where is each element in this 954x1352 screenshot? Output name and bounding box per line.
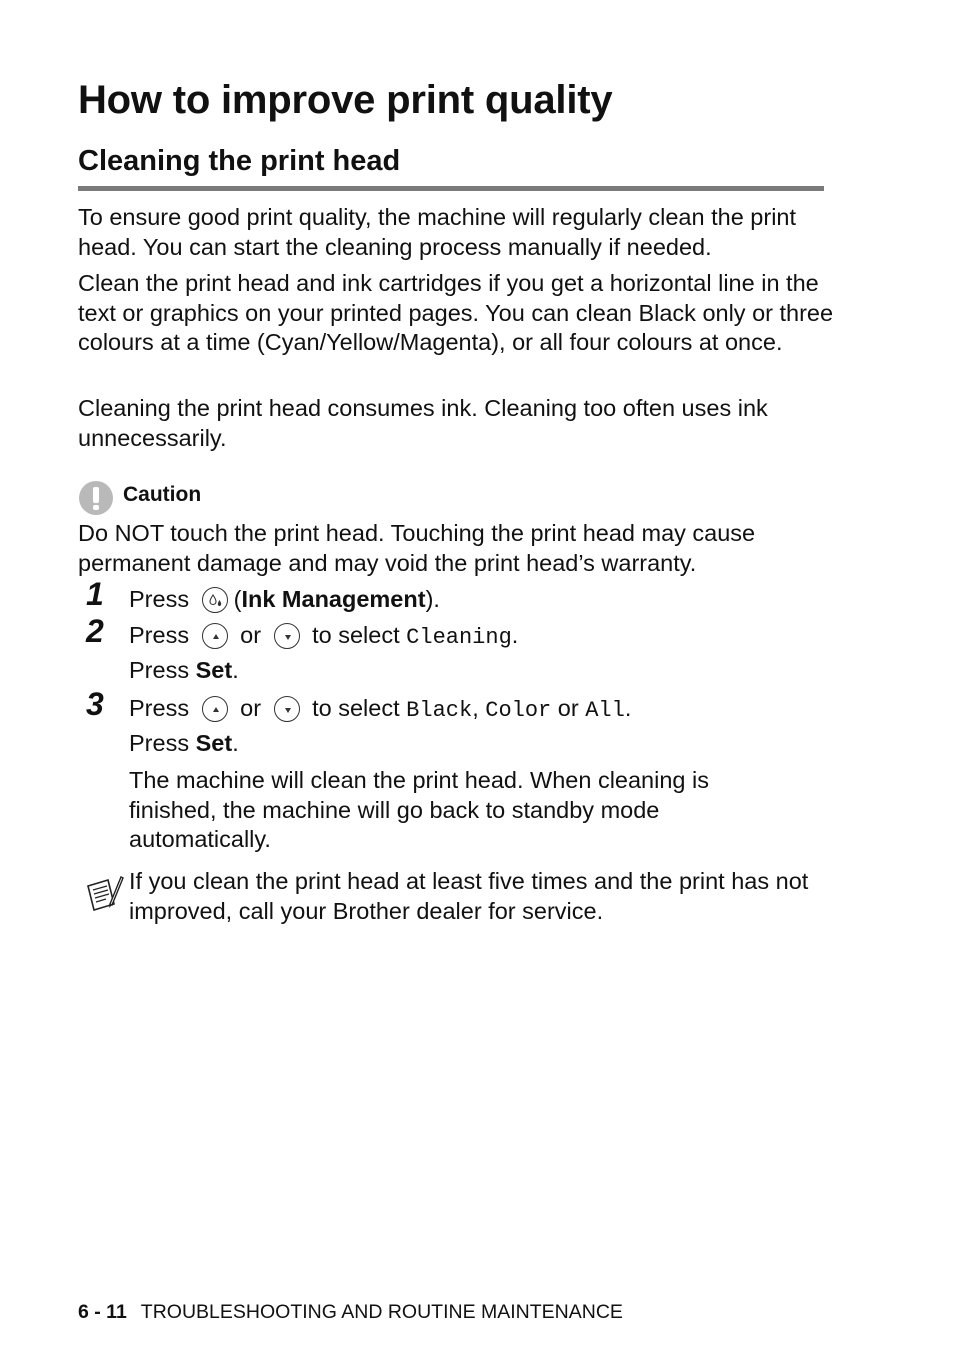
step-2-press-set: [129, 656, 239, 686]
period: .: [624, 695, 632, 721]
press-text: Press: [129, 730, 190, 756]
section-divider: [78, 186, 824, 191]
period: .: [232, 657, 239, 683]
step-3-line: [129, 694, 631, 726]
comma: ,: [472, 695, 479, 721]
down-arrow-key-icon: [274, 696, 300, 722]
note-text: If you clean the print head at least five times and the print has not improved, call your Brother dealer for service.: [129, 868, 809, 924]
step-3-result: The machine will clean the print head. When cleaning is finished, the machine will go back to standby mode automatically.: [129, 767, 709, 852]
caution-label: Caution: [123, 483, 202, 506]
to-select-text: to select: [312, 622, 400, 648]
caution-icon: [79, 481, 113, 515]
or-text: or: [240, 622, 262, 648]
menu-option-cleaning: Cleaning: [406, 625, 512, 650]
ink-management-key-icon: [202, 587, 228, 613]
set-key-label: Set: [195, 657, 233, 683]
menu-option-black: Black: [406, 698, 473, 723]
step-2-line: [129, 621, 518, 653]
page-footer: [78, 1301, 623, 1324]
step-number-1: 1: [86, 576, 104, 612]
paren-close: ).: [425, 586, 440, 612]
section-heading: Cleaning the print head: [78, 145, 401, 177]
paren-open: (: [233, 586, 242, 612]
ink-paragraph: Cleaning the print head consumes ink. Cleaning too often uses ink unnecessarily.: [78, 395, 768, 451]
note-pencil-icon: [84, 874, 124, 914]
step-number-2: 2: [86, 613, 104, 649]
step-1-line: [129, 585, 440, 615]
set-key-label: Set: [195, 730, 233, 756]
press-text: Press: [129, 695, 190, 721]
to-select-text: to select: [312, 695, 400, 721]
ink-management-label: Ink Management: [241, 586, 426, 612]
clean-paragraph: Clean the print head and ink cartridges if you get a horizontal line in the text or graphics on your printed pages. You can clean Black only or three colours at a time (Cyan/Yellow/Magenta), or all four colours at once.: [78, 270, 834, 355]
menu-option-all: All: [585, 698, 625, 723]
page-number: 6 - 11: [78, 1301, 127, 1323]
press-text: Press: [129, 622, 190, 648]
page-title: How to improve print quality: [78, 78, 613, 122]
footer-section-title: TROUBLESHOOTING AND ROUTINE MAINTENANCE: [140, 1301, 623, 1323]
press-text: Press: [129, 657, 190, 683]
up-arrow-key-icon: [202, 696, 228, 722]
intro-paragraph: To ensure good print quality, the machine will regularly clean the print head. You can start the cleaning process manually if needed.: [78, 204, 797, 260]
or-text: or: [557, 695, 579, 721]
caution-text: Do NOT touch the print head. Touching the print head may cause permanent damage and may void the print head’s warranty.: [78, 520, 756, 576]
period: .: [232, 730, 239, 756]
step-number-3: 3: [86, 686, 104, 722]
period: .: [511, 622, 519, 648]
menu-option-color: Color: [485, 698, 552, 723]
or-text: or: [240, 695, 262, 721]
down-arrow-key-icon: [274, 623, 300, 649]
up-arrow-key-icon: [202, 623, 228, 649]
step-3-press-set: [129, 729, 239, 759]
press-text: Press: [129, 586, 190, 612]
